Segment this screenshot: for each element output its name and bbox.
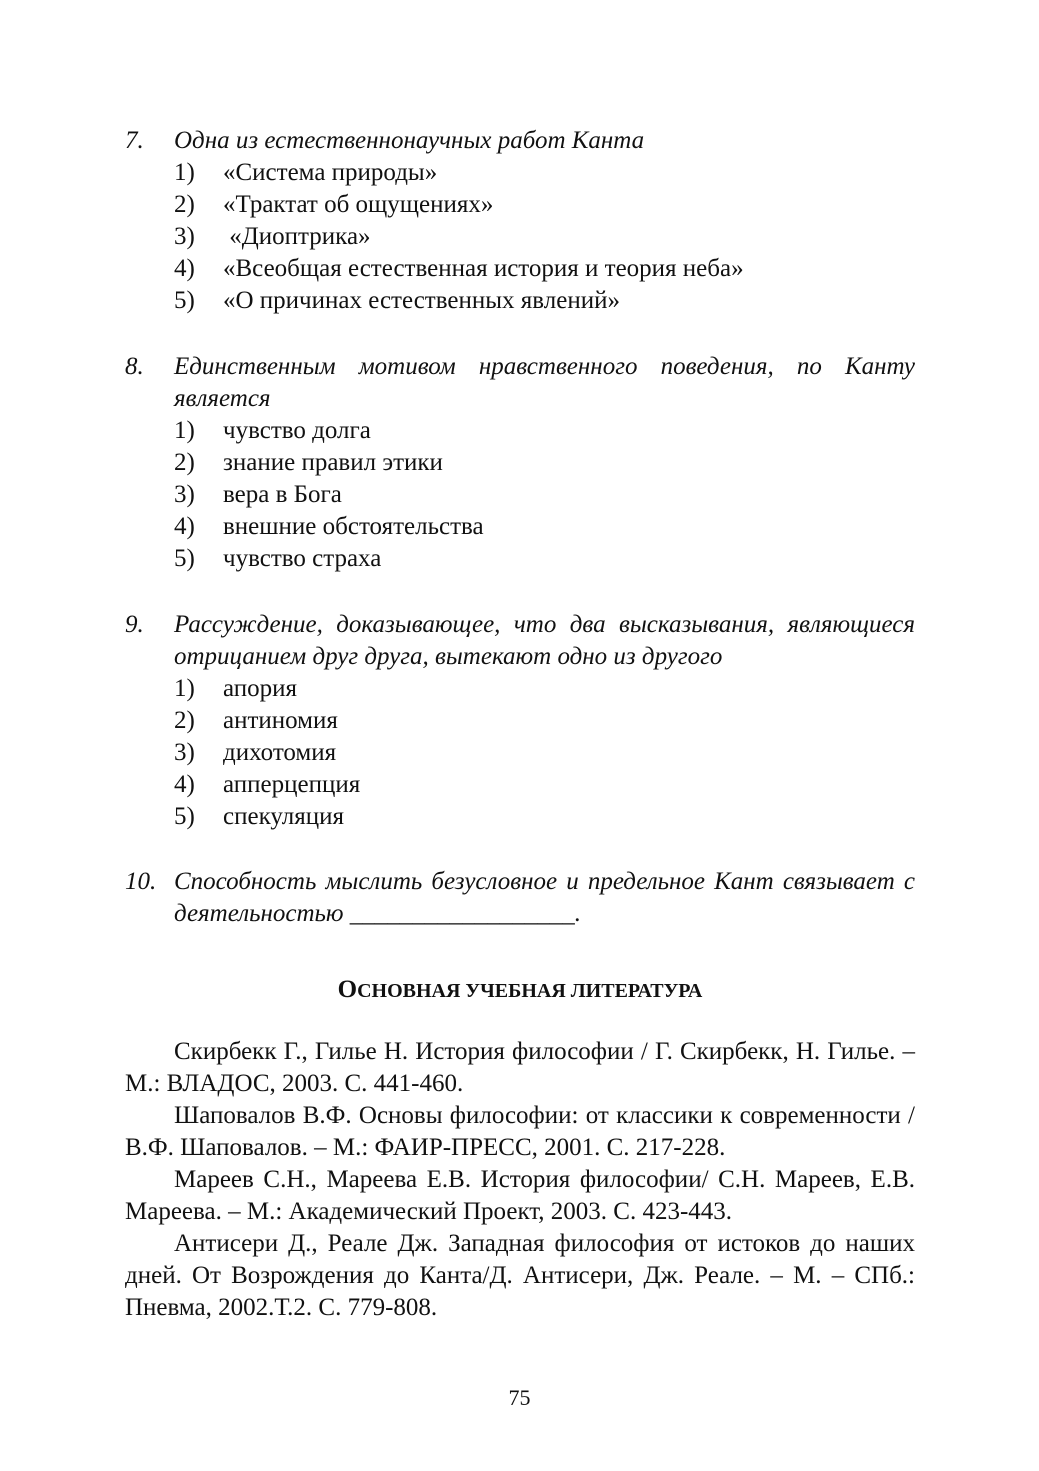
option-text: «Диоптрика» [223,223,371,250]
answer-options [174,415,915,575]
option-text: «Система природы» [223,159,438,186]
option-number: 1) [174,159,195,186]
question-text: Рассуждение, доказывающее, что два высказывания, являющиеся отрицанием друг друга, вытекают одно из другого [174,611,915,670]
question-number: 10. [125,868,157,895]
option-number: 5) [174,545,195,572]
heading-rest: СНОВНАЯ УЧЕБНАЯ ЛИТЕРАТУРА [357,980,703,1002]
answer-option [174,543,915,575]
answer-options [174,157,915,317]
option-number: 2) [174,707,195,734]
option-text: дихотомия [223,739,337,766]
question-7 [125,125,915,317]
option-number: 4) [174,771,195,798]
question-text: Способность мыслить безусловное и предельное Кант связывает с деятельностью __________________. [174,868,915,927]
answer-option [174,285,915,317]
question-text: Одна из естественнонаучных работ Канта [174,127,645,154]
option-text: вера в Бога [223,481,342,508]
option-number: 4) [174,513,195,540]
section-heading [125,975,915,1006]
question-number: 7. [125,127,144,154]
option-number: 5) [174,287,195,314]
answer-option [174,221,915,253]
answer-option [174,447,915,479]
answer-option [174,673,915,705]
question-number: 8. [125,353,144,380]
question-8 [125,351,915,575]
question-text: Единственным мотивом нравственного поведения, по Канту является [174,353,915,412]
question-9 [125,609,915,833]
answer-option [174,737,915,769]
option-number: 3) [174,481,195,508]
heading-initial: О [337,976,358,1003]
option-number: 1) [174,675,195,702]
option-text: апперцепция [223,771,361,798]
option-text: знание правил этики [223,449,443,476]
option-text: «О причинах естественных явлений» [223,287,620,314]
reference-item: Шаповалов В.Ф. Основы философии: от классики к современности / В.Ф. Шаповалов. – М.: ФАИР-ПРЕСС, 2001. С. 217-228. [125,1102,915,1161]
answer-option [174,479,915,511]
option-text: чувство долга [223,417,371,444]
answer-option [174,157,915,189]
page-number: 75 [508,1385,531,1410]
answer-options [174,673,915,833]
answer-option [174,189,915,221]
reference-list [125,1036,915,1324]
option-text: внешние обстоятельства [223,513,484,540]
answer-option [174,511,915,543]
answer-option [174,705,915,737]
answer-option [174,769,915,801]
option-text: «Всеобщая естественная история и теория неба» [223,255,744,282]
option-text: чувство страха [223,545,382,572]
option-number: 1) [174,417,195,444]
option-text: спекуляция [223,803,344,830]
option-number: 2) [174,191,195,218]
option-number: 3) [174,739,195,766]
option-number: 4) [174,255,195,282]
option-text: «Трактат об ощущениях» [223,191,494,218]
option-text: апория [223,675,298,702]
reference-item: Скирбекк Г., Гилье Н. История философии / Г. Скирбекк, Н. Гилье. – М.: ВЛАДОС, 2003. С. 441-460. [125,1038,915,1097]
question-number: 9. [125,611,144,638]
option-number: 5) [174,803,195,830]
option-number: 2) [174,449,195,476]
reference-item: Мареев С.Н., Мареева Е.В. История философии/ С.Н. Мареев, Е.В. Мареева. – М.: Академический Проект, 2003. С. 423-443. [125,1166,915,1225]
reference-item: Антисери Д., Реале Дж. Западная философия от истоков до наших дней. От Возрождения до Канта/Д. Антисери, Дж. Реале. – М. – СПб.: Пневма, 2002.Т.2. С. 779-808. [125,1230,915,1321]
option-text: антиномия [223,707,338,734]
question-10 [125,866,915,930]
option-number: 3) [174,223,195,250]
answer-option [174,801,915,833]
answer-option [174,415,915,447]
answer-option [174,253,915,285]
